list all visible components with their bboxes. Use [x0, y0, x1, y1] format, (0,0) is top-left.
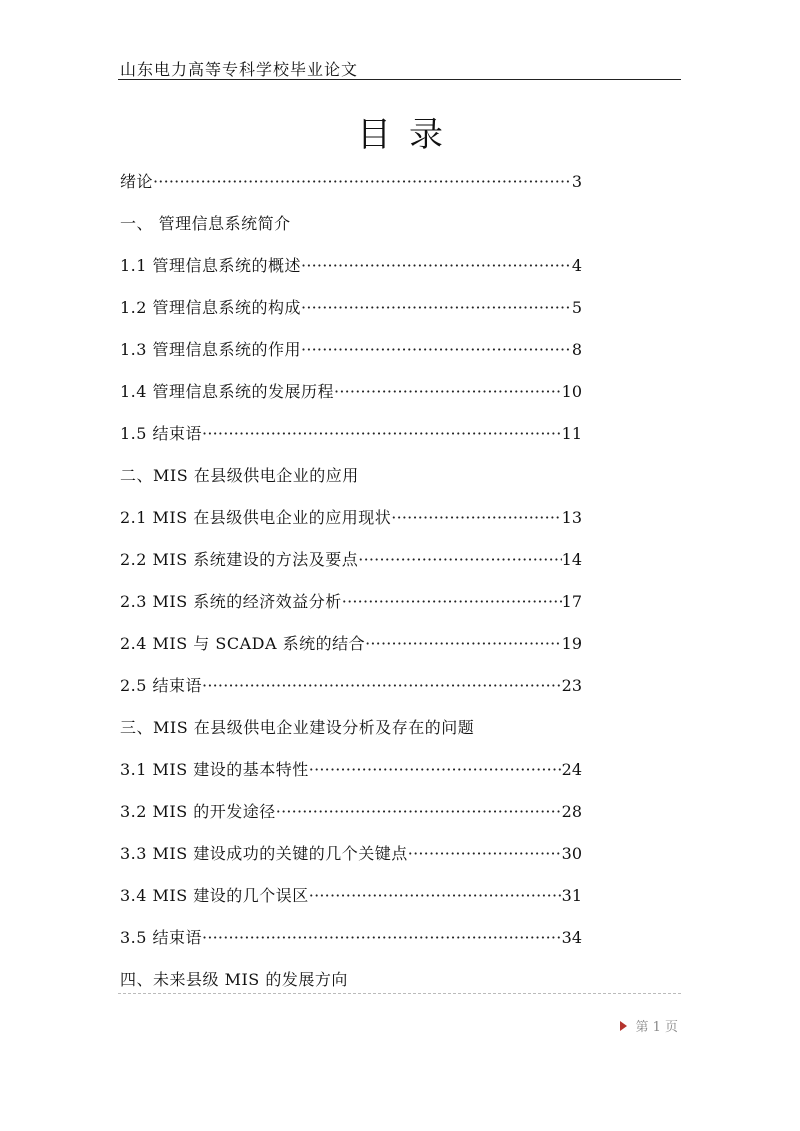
toc-dot-leader [309, 878, 562, 914]
toc-entry-label: 2.3 MIS 系统的经济效益分析 [120, 592, 342, 611]
toc-entry-label: 3.1 MIS 建设的基本特性 [120, 760, 309, 779]
footer-divider [118, 993, 681, 994]
toc-page-number: 8 [571, 340, 582, 359]
toc-section-heading[interactable] [120, 710, 582, 752]
toc-dot-leader [301, 332, 572, 368]
triangle-marker-icon [620, 1021, 627, 1031]
toc-entry[interactable] [120, 920, 582, 962]
toc-entry-label: 1.3 管理信息系统的作用 [120, 340, 302, 359]
toc-entry-label: 1.4 管理信息系统的发展历程 [120, 382, 335, 401]
toc-entry-label: 3.4 MIS 建设的几个误区 [120, 886, 309, 905]
toc-entry-label: 1.1 管理信息系统的概述 [120, 256, 302, 275]
toc-entry-label: 绪论 [120, 172, 154, 191]
page-footer [620, 1016, 678, 1035]
toc-page-number: 23 [561, 676, 582, 695]
running-header: 山东电力高等专科学校毕业论文 [120, 60, 359, 79]
toc-dot-leader [342, 584, 562, 620]
toc-entry[interactable] [120, 584, 582, 626]
toc-dot-leader [301, 290, 572, 326]
toc-entry-label: 1.5 结束语 [120, 424, 203, 443]
toc-page-number: 10 [561, 382, 582, 401]
page-title: 目录 [357, 115, 461, 155]
toc-page-number: 11 [561, 424, 582, 443]
toc-section-heading[interactable] [120, 458, 582, 500]
toc-entry-label: 3.5 结束语 [120, 928, 203, 947]
toc-dot-leader [202, 920, 562, 956]
toc-entry[interactable] [120, 878, 582, 920]
toc-entry-label: 3.3 MIS 建设成功的关键的几个关键点 [120, 844, 408, 863]
toc-dot-leader [309, 752, 562, 788]
toc-page-number: 24 [561, 760, 582, 779]
toc-entry[interactable] [120, 290, 582, 332]
toc-entry-label: 1.2 管理信息系统的构成 [120, 298, 302, 317]
toc-dot-leader [365, 626, 562, 662]
toc-page-number: 31 [561, 886, 582, 905]
toc-entry[interactable] [120, 836, 582, 878]
toc-dot-leader [301, 248, 572, 284]
header-divider [118, 79, 681, 80]
page-number: 第 1 页 [635, 1020, 678, 1035]
table-of-contents [120, 164, 582, 1004]
toc-entry-label: 四、未来县级 MIS 的发展方向 [120, 970, 348, 989]
toc-page-number: 30 [561, 844, 582, 863]
toc-page-number: 28 [561, 802, 582, 821]
toc-entry-label: 2.1 MIS 在县级供电企业的应用现状 [120, 508, 392, 527]
toc-entry[interactable] [120, 794, 582, 836]
toc-entry-label: 3.2 MIS 的开发途径 [120, 802, 276, 821]
toc-section-heading[interactable] [120, 206, 582, 248]
toc-page-number: 13 [561, 508, 582, 527]
toc-entry[interactable] [120, 164, 582, 206]
toc-entry-label: 三、MIS 在县级供电企业建设分析及存在的问题 [120, 718, 475, 737]
toc-entry[interactable] [120, 752, 582, 794]
toc-entry[interactable] [120, 416, 582, 458]
toc-page-number: 34 [561, 928, 582, 947]
toc-page-number: 19 [561, 634, 582, 653]
toc-page-number: 14 [561, 550, 582, 569]
toc-entry-label: 2.4 MIS 与 SCADA 系统的结合 [120, 634, 366, 653]
toc-dot-leader [334, 374, 562, 410]
toc-dot-leader [391, 500, 561, 536]
toc-section-heading[interactable] [120, 962, 582, 1004]
toc-dot-leader [202, 668, 562, 704]
toc-entry[interactable] [120, 374, 582, 416]
toc-page-number: 5 [571, 298, 582, 317]
toc-entry-label: 2.5 结束语 [120, 676, 203, 695]
toc-dot-leader [276, 794, 562, 830]
toc-dot-leader [358, 542, 561, 578]
toc-entry[interactable] [120, 542, 582, 584]
toc-entry[interactable] [120, 500, 582, 542]
toc-dot-leader [153, 164, 572, 200]
toc-page-number: 4 [571, 256, 582, 275]
toc-entry-label: 2.2 MIS 系统建设的方法及要点 [120, 550, 359, 569]
toc-dot-leader [202, 416, 562, 452]
toc-page-number: 17 [561, 592, 582, 611]
toc-entry-label: 一、 管理信息系统简介 [120, 214, 291, 233]
toc-entry-label: 二、MIS 在县级供电企业的应用 [120, 466, 359, 485]
toc-entry[interactable] [120, 248, 582, 290]
toc-page-number: 3 [571, 172, 582, 191]
toc-entry[interactable] [120, 332, 582, 374]
toc-dot-leader [408, 836, 562, 872]
toc-entry[interactable] [120, 668, 582, 710]
toc-entry[interactable] [120, 626, 582, 668]
